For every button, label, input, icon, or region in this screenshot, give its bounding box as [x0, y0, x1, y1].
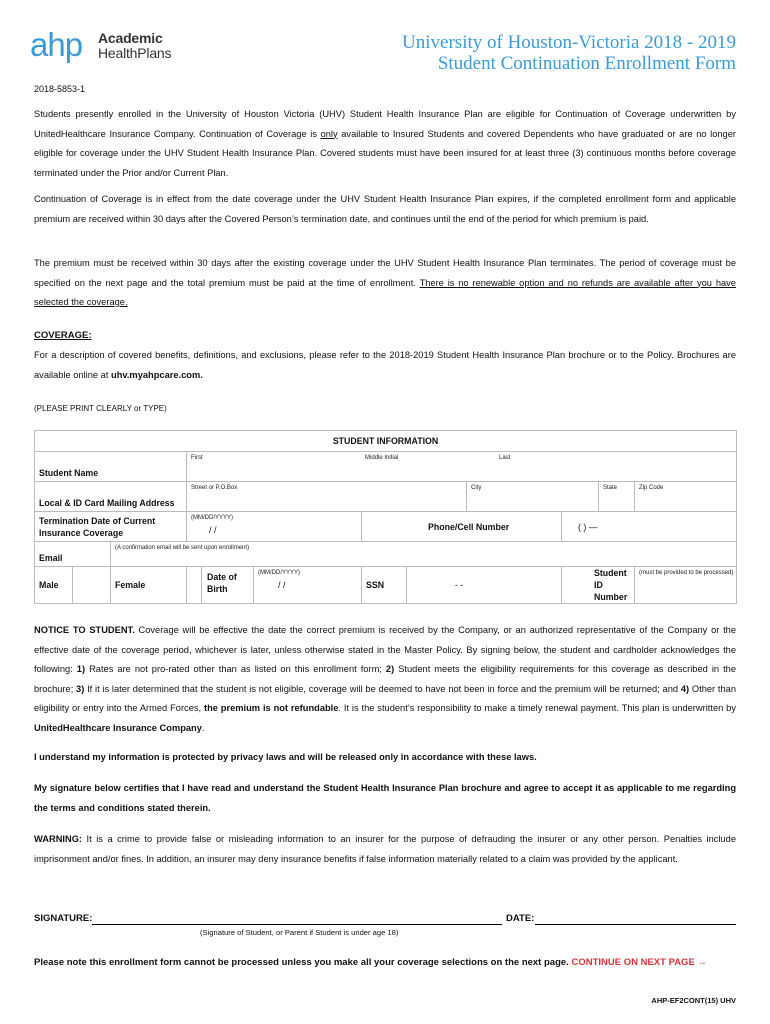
zip-field[interactable]: Zip Code [635, 482, 737, 512]
email-field[interactable]: (A confirmation email will be sent upon enrollment) [111, 542, 737, 567]
ssn-label: SSN [362, 567, 407, 604]
female-checkbox-and-dob-label[interactable]: Date of Birth [187, 567, 254, 604]
female-label: Female [111, 567, 187, 604]
warning-statement: WARNING: It is a crime to provide false or misleading information to an insurer for the purpose of defrauding the insurer or any other person. Penalties include imprisonment and/or fines. In addition, an insurer may deny insurance benefits if false information materially related to a claim was provided by the applicant. [34, 834, 736, 864]
student-information-form [34, 430, 737, 604]
signature-line[interactable] [92, 914, 502, 925]
male-checkbox[interactable] [73, 567, 111, 604]
coverage-text: For a description of covered benefits, definitions, and exclusions, please refer to the 2018-2019 Student Health Insurance Plan brochure or to the Policy. Brochures are available online at uhv.myahpcare.com. [34, 350, 736, 380]
state-field[interactable]: State [599, 482, 635, 512]
logo-mark: ahp [30, 26, 83, 63]
form-title: STUDENT INFORMATION [35, 431, 737, 452]
privacy-statement: I understand my information is protected by privacy laws and will be released only in accordance with these laws. [34, 752, 537, 762]
student-id-label: Student ID Number [562, 567, 635, 604]
intro-paragraph-2: Continuation of Coverage is in effect from the date coverage under the UHV Student Health Insurance Plan expires, if the completed enrollment form and applicable premium are received within 30 days after the Covered Person’s termination date, and continues until the end of the period for which premium is paid. [34, 194, 736, 224]
student-id-field[interactable]: (must be provided to be processed) [635, 567, 737, 604]
continue-next-page: CONTINUE ON NEXT PAGE → [571, 957, 707, 968]
termination-date-field[interactable]: (MM/DD/YYYY) / / [187, 512, 362, 542]
footer-note: Please note this enrollment form cannot be processed unless you make all your coverage selections on the next page. CONTINUE ON NEXT PAGE → [34, 957, 707, 968]
student-name-field[interactable]: First Middle Initial Last [187, 452, 737, 482]
certification-statement: My signature below certifies that I have read and understand the Student Health Insurance Plan brochure and agree to accept it as applicable to me regarding the terms and conditions stated therein. [34, 783, 736, 813]
male-label: Male [35, 567, 73, 604]
city-field[interactable]: City [467, 482, 599, 512]
logo-wordmark: Academic HealthPlans [98, 30, 172, 61]
termination-date-label: Termination Date of Current Insurance Coverage [35, 512, 187, 542]
intro-paragraph-1: Students presently enrolled in the University of Houston Victoria (UHV) Student Health Insurance Plan are eligible for Continuation of Coverage underwritten by UnitedHealthcare Insurance Company. Continuation of Coverage is only available to Insured Students and covered Dependents who have graduated or are no longer eligible for coverage under the UHV Student Health Insurance Plan. Covered students must have been insured for at least three (3) continuous months before coverage terminated under the Prior and/or Current Plan. [34, 109, 736, 178]
brochure-link[interactable]: uhv.myahpcare.com. [111, 369, 203, 380]
print-instruction: (PLEASE PRINT CLEARLY or TYPE) [34, 404, 167, 413]
date-line[interactable] [535, 914, 736, 925]
date-label: DATE: [506, 913, 535, 924]
notice-to-student: NOTICE TO STUDENT. Coverage will be effective the date the correct premium is received by the Company, or an authorized representative of the Company or the effective date of the coverage period, whichever is later, unless otherwise stated in the Master Policy. By signing below, the student and cardholder acknowledges the following: 1) Rates are not pro-rated other than as listed on this enrollment form; 2) Student meets the eligibility requirements for this coverage as described in the brochure; 3) If it is later determined that the student is not eligible, coverage will be deemed to have not been in force and the premium will be returned; and 4) Other than eligibility or entry into the Armed Forces, the premium is not refundable. It is the student’s responsibility to make a timely renewal payment. This plan is underwritten by UnitedHealthcare Insurance Company. [34, 625, 737, 733]
signature-caption: (Signature of Student, or Parent if Student is under age 18) [200, 928, 399, 937]
student-name-label: Student Name [35, 452, 187, 482]
coverage-heading: COVERAGE: [34, 330, 92, 341]
form-code: AHP-EF2CONT(15) UHV [651, 996, 736, 1005]
signature-label: SIGNATURE: [34, 913, 93, 924]
address-label: Local & ID Card Mailing Address [35, 482, 187, 512]
ssn-field[interactable]: - - [407, 567, 562, 604]
phone-field[interactable]: ( ) — [562, 512, 737, 542]
dob-field[interactable]: (MM/DD/YYYY) / / [254, 567, 362, 604]
page-title: University of Houston-Victoria 2018 - 2019 Student Continuation Enrollment Form [402, 32, 736, 74]
form-number: 2018-5853-1 [34, 84, 86, 94]
email-label: Email [35, 542, 111, 567]
intro-paragraph-3: The premium must be received within 30 days after the existing coverage under the UHV Student Health Insurance Plan terminates. The period of coverage must be specified on the next page and the total premium must be paid at the time of enrollment. There is no renewable option and no refunds are available after you have selected the coverage. [34, 258, 736, 307]
ahp-logo [30, 28, 190, 64]
street-field[interactable]: Street or P.O.Box [187, 482, 467, 512]
phone-label: Phone/Cell Number [362, 512, 562, 542]
